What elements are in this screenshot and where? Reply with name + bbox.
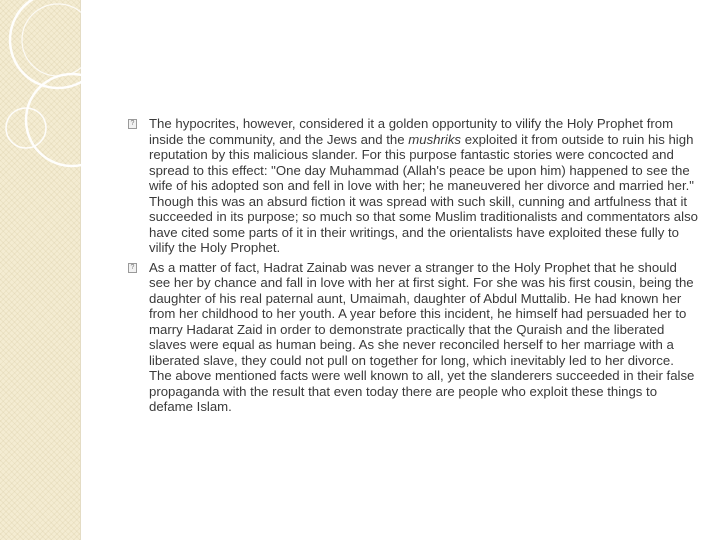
decorative-circles bbox=[0, 0, 130, 540]
decorative-circle-large bbox=[10, 0, 106, 88]
missing-glyph-box-icon: ? bbox=[128, 263, 137, 273]
decorative-circle-lower bbox=[26, 74, 118, 166]
bullet-item bbox=[128, 116, 700, 256]
bullet-emphasis: mushriks bbox=[408, 131, 462, 147]
missing-glyph-box-icon: ? bbox=[128, 119, 137, 129]
bullet-list bbox=[128, 116, 700, 419]
bullet-text-part: exploited it from outside to ruin his high reputation by this malicious slander. For this purpose fantastic stories were concocted and spread to this effect: "One day Muhammad (Allah's peace be upon him) happened to see the wife of his adopted son and fell in love with her; he maneuvered her divorce and married her." Though this was an absurd fiction it was spread with such skill, cunning and artfulness that it succeeded in its purpose; so much so that some Muslim traditionalists and commentators also have cited some parts of it in their writings, and the orientalists have exploited these fully to vilify the Holy Prophet. bbox=[149, 131, 699, 255]
decorative-circle-inner bbox=[22, 4, 94, 76]
bullet-text: As a matter of fact, Hadrat Zainab was never a stranger to the Holy Prophet that he should see her by chance and fall in love with her at first sight. For she was his first cousin, being the daughter of his real paternal aunt, Umaimah, daughter of Abdul Muttalib. He had known her from her childhood to her youth. A year before this incident, he himself had persuaded her to marry Hadarat Zaid in order to demonstrate practically that the Quraish and the liberated slaves were equal as human being. As she never reconciled herself to her marriage with a liberated slave, they could not pull on together for long, which inevitably led to her divorce. The above mentioned facts were well known to all, yet the slanderers succeeded in their false propaganda with the result that even today there are people who exploit these things to defame Islam. bbox=[149, 259, 695, 414]
bullet-item bbox=[128, 260, 700, 415]
bullet-text-part: The hypocrites, however, considered it a golden opportunity to vilify the Holy Prophet from inside the community, and the Jews and the bbox=[149, 116, 674, 147]
